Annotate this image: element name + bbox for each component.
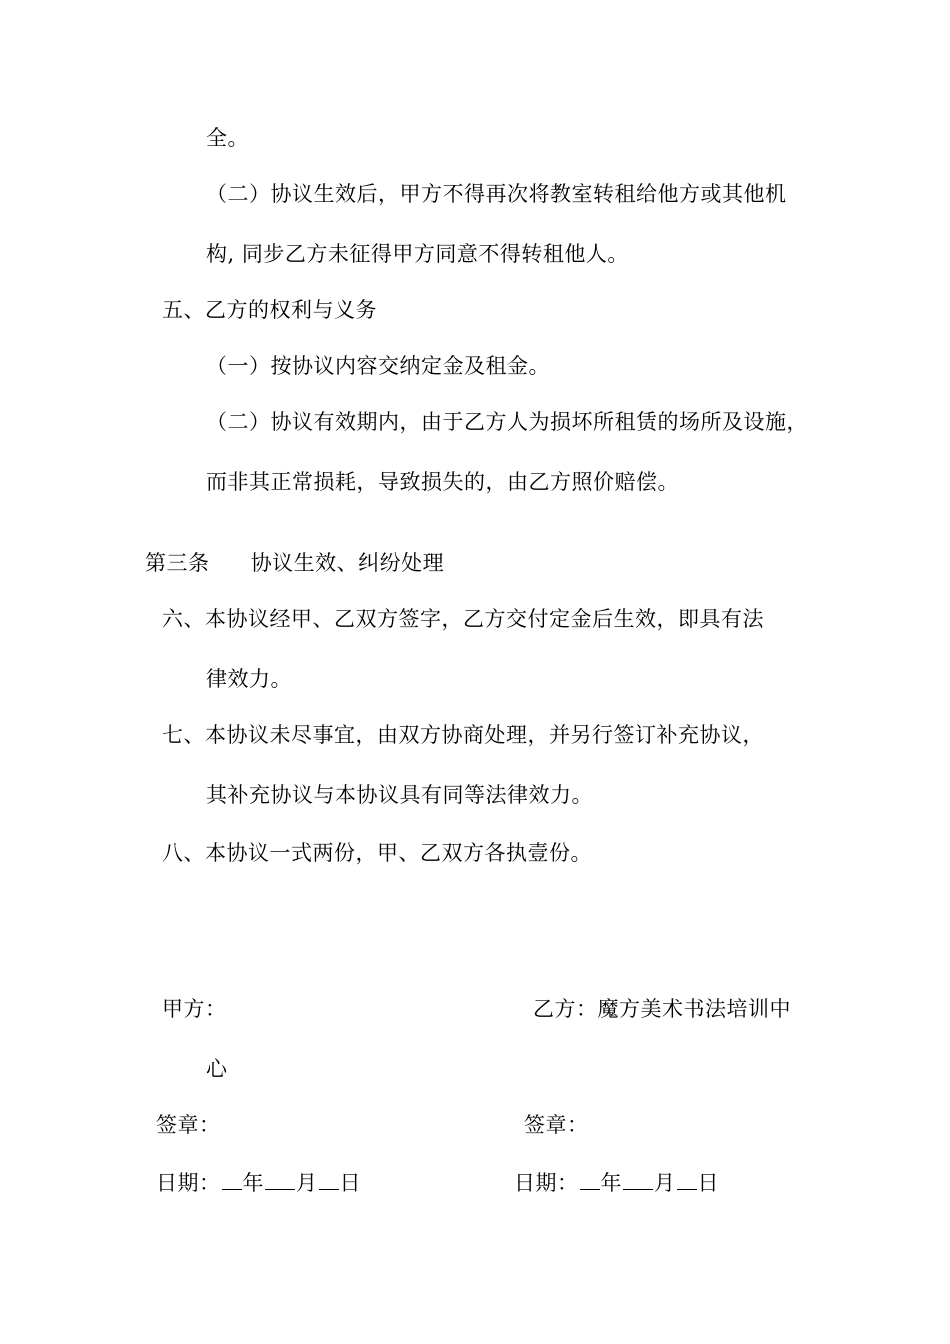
article-heading — [145, 549, 444, 577]
clause-line: 律效力。 — [206, 667, 292, 691]
day-label: 日 — [697, 1171, 719, 1195]
date-a — [156, 1167, 361, 1197]
date-label: 日期： — [514, 1171, 579, 1195]
text-line: （二）协议有效期内，由于乙方人为损坏所租赁的场所及设施， — [206, 410, 808, 434]
seal-a-label: 签章： — [156, 1113, 221, 1137]
day-blank[interactable] — [319, 1167, 339, 1190]
text-line: （二）协议生效后，甲方不得再次将教室转租给他方或其他机 — [206, 182, 787, 206]
month-label: 月 — [296, 1171, 318, 1195]
clause-line: 六、本协议经甲、乙双方签字，乙方交付定金后生效，即具有法 — [162, 607, 764, 631]
day-blank[interactable] — [677, 1167, 697, 1190]
month-label: 月 — [654, 1171, 676, 1195]
clause-line: 其补充协议与本协议具有同等法律效力。 — [206, 783, 593, 807]
day-label: 日 — [339, 1171, 361, 1195]
party-b-label-cont: 心 — [206, 1057, 228, 1081]
article-label: 第三条 — [145, 551, 210, 575]
text-line: 构, 同步乙方未征得甲方同意不得转租他人。 — [206, 242, 629, 266]
date-label: 日期： — [156, 1171, 221, 1195]
party-a-label: 甲方： — [162, 997, 227, 1021]
seal-b-label: 签章： — [524, 1113, 589, 1137]
year-blank[interactable] — [222, 1167, 242, 1190]
month-blank[interactable] — [265, 1167, 295, 1190]
date-b — [514, 1167, 719, 1197]
clause-line: 七、本协议未尽事宜，由双方协商处理，并另行签订补充协议， — [162, 723, 764, 747]
article-title: 协议生效、纠纷处理 — [250, 551, 445, 575]
text-line: 全。 — [206, 126, 249, 150]
text-line: 而非其正常损耗，导致损失的，由乙方照价赔偿。 — [206, 470, 679, 494]
section-heading: 五、乙方的权利与义务 — [162, 298, 377, 322]
year-label: 年 — [600, 1171, 622, 1195]
month-blank[interactable] — [623, 1167, 653, 1190]
clause-line: 八、本协议一式两份，甲、乙双方各执壹份。 — [162, 841, 592, 865]
year-label: 年 — [242, 1171, 264, 1195]
party-b-label: 乙方：魔方美术书法培训中 — [533, 997, 791, 1021]
year-blank[interactable] — [580, 1167, 600, 1190]
text-line: （一）按协议内容交纳定金及租金。 — [206, 354, 550, 378]
